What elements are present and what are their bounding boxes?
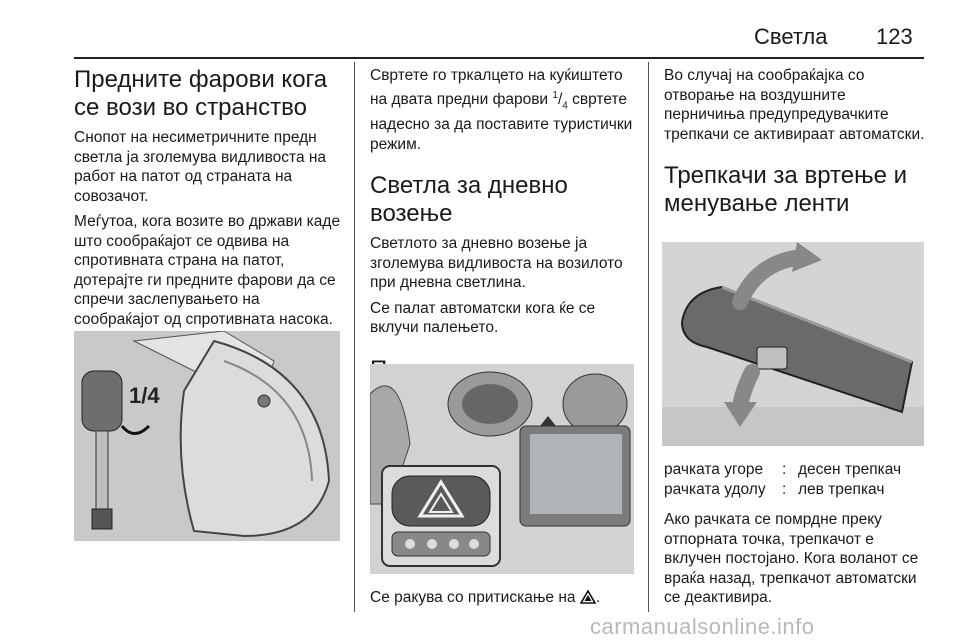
paragraph-lever-detent: Ако рачката се помрдне преку отпорната точка, трепкачот е вклучен постојано. Кога воланот се враќа назад, трепкачот автоматски се деактивира.	[664, 511, 919, 606]
legend-value: десен трепкач	[798, 461, 902, 478]
paragraph-touring-mode: Свртете го тркалцето на куќиштето на двата предни фарови $^1/_4$ свртете надесно за да поставите туристички режим.	[370, 67, 633, 153]
heading-daytime-running-lights: Светла за дневно возење	[370, 172, 568, 228]
fraction-denominator: 4	[562, 99, 568, 111]
hazard-caption	[370, 588, 638, 616]
fraction-numerator: 1	[552, 89, 558, 101]
touring-text-start: Свртете го тркалцето на куќиштето на двата предни фарови	[370, 67, 623, 108]
column-divider-left	[354, 62, 355, 612]
legend-value: лев трепкач	[798, 481, 885, 498]
headlight-adjustment-illustration	[74, 331, 340, 541]
paragraph-auto-on: Се палат автоматски кога ќе се вклучи палењето.	[370, 299, 596, 337]
page-number: 123	[876, 24, 913, 49]
turn-signal-lever-illustration	[662, 242, 924, 446]
touring-text-end: свртете надесно за да поставите туристички режим.	[370, 90, 633, 153]
turn-signal-lever-figure	[662, 242, 924, 446]
legend-row-down	[664, 480, 926, 500]
legend-separator: :	[782, 461, 787, 478]
turn-signal-legend	[664, 460, 926, 500]
legend-row-up	[664, 460, 926, 480]
paragraph-asymmetric-beam: Снопот на несиметричните предн светла ја зголемува видливоста на работ на патот од страната на совозачот.	[74, 129, 327, 205]
heading-headlights-abroad: Предните фарови кога се вози во странство	[74, 66, 328, 121]
legend-key: рачката удолу	[664, 481, 766, 498]
footer-watermark: carmanualsonline.info	[590, 614, 815, 639]
page-header	[0, 0, 960, 56]
column-3	[664, 66, 926, 224]
caption-text: Се ракува со притискање на	[370, 589, 576, 606]
legend-key: рачката угоре	[664, 461, 764, 478]
column-1	[74, 66, 344, 335]
heading-turn-signals: Трепкачи за вртење и менување ленти	[664, 162, 908, 217]
legend-separator: :	[782, 481, 787, 498]
paragraph-daytime-visibility: Светлото за дневно возење ја зголемува видливоста на возилото при дневна светлина.	[370, 235, 623, 292]
header-divider	[74, 57, 924, 59]
headlight-adjustment-figure	[74, 331, 340, 541]
section-title: Светла	[754, 24, 828, 49]
column-divider-right	[648, 62, 649, 612]
column-3-bottom	[664, 510, 926, 614]
figure-label: 1/4	[129, 383, 160, 408]
paragraph-adjust-headlights: Меѓутоа, кога возите во држави каде што сообраќајот се одвива на спротивната страна на патот, дотерајте ги предните фарови да се спречи заслепувањето на сообраќајот од спротивната насока.	[74, 213, 341, 328]
paragraph-airbag-hazard: Во случај на сообраќајка со отворање на воздушните перничиња предупредувачките трепкачи се активираат автоматски.	[664, 67, 925, 143]
hazard-switch-figure	[370, 364, 634, 574]
hazard-switch-illustration	[370, 364, 634, 574]
hazard-triangle-icon	[580, 590, 596, 610]
hazard-caption-text: Се ракува со притискање на .	[370, 588, 638, 610]
